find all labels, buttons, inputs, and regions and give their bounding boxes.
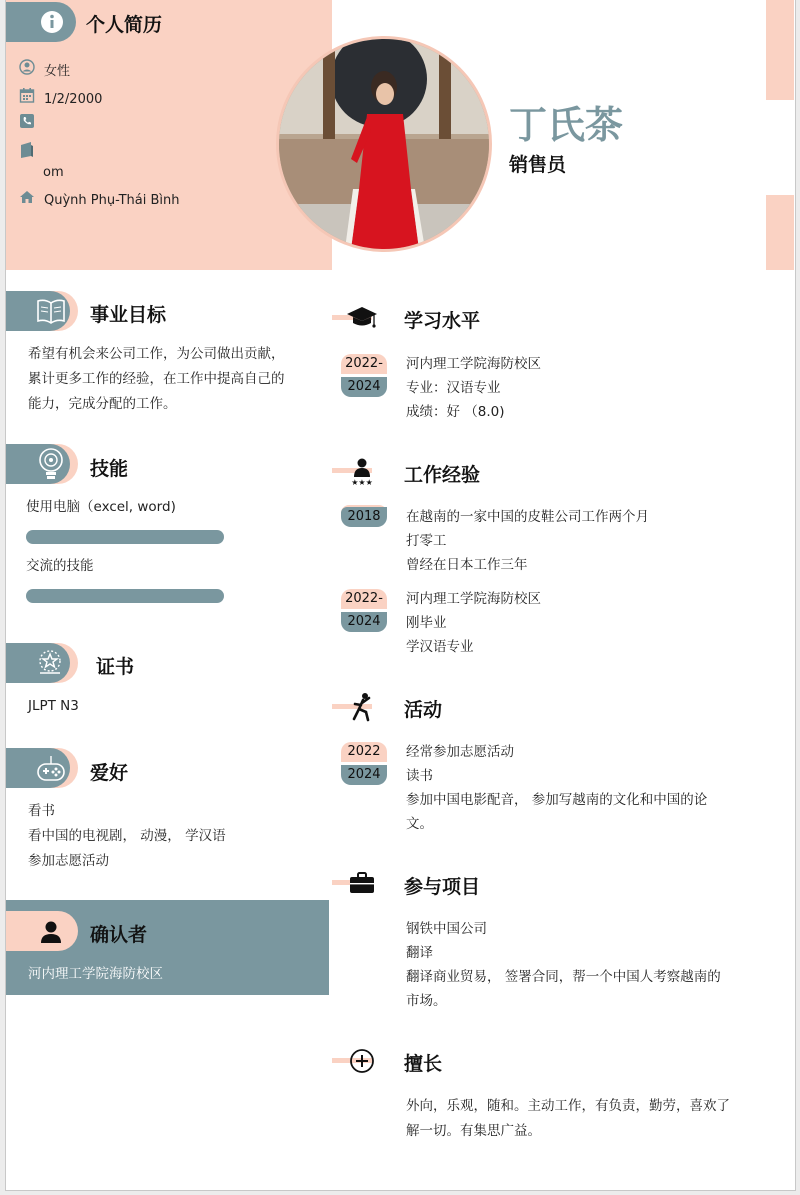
address-row xyxy=(18,190,180,208)
work-section-title: 工作经验 xyxy=(404,464,481,486)
work-line: 曾经在日本工作三年 xyxy=(406,557,528,573)
work-line: 在越南的一家中国的皮鞋公司工作两个月 xyxy=(406,509,649,525)
work-line: 学汉语专业 xyxy=(406,639,474,655)
project-section-title: 参与项目 xyxy=(404,876,481,898)
work-icon-block xyxy=(332,456,388,486)
confirmer-name: 河内理工学院海防校区 xyxy=(28,966,163,982)
graduation-cap-icon xyxy=(346,303,378,333)
strength-icon-block xyxy=(332,1046,388,1076)
lightbulb-icon xyxy=(37,447,65,481)
home-icon xyxy=(18,190,36,208)
work-line: 打零工 xyxy=(406,533,447,549)
work-year-1: 2018 xyxy=(341,507,387,527)
briefcase-icon xyxy=(346,868,378,898)
skill-label-computer: 使用电脑（excel, word) xyxy=(26,499,176,515)
profile-section-title: 个人简历 xyxy=(86,14,163,36)
user-icon xyxy=(18,59,36,79)
header-accent-bottom xyxy=(766,195,794,270)
work-details-1 xyxy=(406,505,649,577)
skills-section-title: 技能 xyxy=(90,458,129,480)
strength-section-title: 擅长 xyxy=(404,1053,443,1075)
hobby-section-pill xyxy=(6,748,70,788)
skills-section-pill xyxy=(6,444,70,484)
work-year-start-2: 2022- xyxy=(341,589,387,609)
cert-section-title: 证书 xyxy=(96,656,135,678)
education-year-start: 2022- xyxy=(341,354,387,374)
gender-row xyxy=(18,59,70,79)
work-year-end-2: 2024 xyxy=(341,612,387,632)
activity-line: 读书 xyxy=(406,768,433,784)
profile-photo xyxy=(276,36,492,252)
goal-section-pill xyxy=(6,291,70,331)
goal-section-title: 事业目标 xyxy=(90,304,167,326)
gender-value: 女性 xyxy=(44,64,71,79)
activity-details xyxy=(406,740,707,836)
strength-line: 外向，乐观，随和。主动工作，有负责，勤劳，喜欢了 xyxy=(406,1098,730,1114)
gamepad-icon xyxy=(35,752,67,784)
plus-circle-icon xyxy=(346,1046,378,1076)
skill-bar-computer xyxy=(26,530,224,544)
hobby-item: 参加志愿活动 xyxy=(28,853,109,869)
project-line: 翻译商业贸易， 签署合同，帮一个中国人考察越南的 xyxy=(406,969,721,985)
education-line: 河内理工学院海防校区 xyxy=(406,356,541,372)
activity-year-start: 2022 xyxy=(341,742,387,762)
education-year-end: 2024 xyxy=(341,377,387,397)
cert-section-pill xyxy=(6,643,70,683)
education-section-title: 学习水平 xyxy=(404,310,481,332)
hobby-item: 看中国的电视剧， 动漫， 学汉语 xyxy=(28,828,226,844)
education-details xyxy=(406,352,541,424)
calendar-icon xyxy=(18,87,36,107)
svg-text:★★★: ★★★ xyxy=(351,478,373,486)
worker-stars-icon xyxy=(346,456,378,486)
project-line: 翻译 xyxy=(406,945,433,961)
project-line: 钢铁中国公司 xyxy=(406,921,487,937)
book-icon xyxy=(36,297,66,325)
work-line: 刚毕业 xyxy=(406,615,447,631)
activity-year-end: 2024 xyxy=(341,765,387,785)
activity-line: 经常参加志愿活动 xyxy=(406,744,514,760)
resume-page xyxy=(5,0,796,1191)
strength-details xyxy=(406,1094,730,1144)
strength-line: 解一切。有集思广益。 xyxy=(406,1123,541,1139)
work-line: 河内理工学院海防校区 xyxy=(406,591,541,607)
goal-line: 累计更多工作的经验，在工作中提高自己的 xyxy=(28,371,285,387)
skill-bar-communication xyxy=(26,589,224,603)
work-details-2 xyxy=(406,587,541,659)
candidate-name: 丁氏茶 xyxy=(509,103,624,147)
award-star-icon xyxy=(34,647,66,679)
activity-section-title: 活动 xyxy=(404,699,443,721)
education-line: 成绩：好 （8.0) xyxy=(406,404,505,420)
person-icon xyxy=(39,920,63,944)
confirmer-section-title: 确认者 xyxy=(90,924,148,946)
project-icon-block xyxy=(332,868,388,898)
runner-icon xyxy=(346,692,378,722)
confirmer-pill xyxy=(6,911,78,951)
project-details xyxy=(406,917,721,1013)
activity-line: 参加中国电影配音， 参加写越南的文化和中国的论 xyxy=(406,792,708,808)
cert-item: JLPT N3 xyxy=(28,698,79,714)
education-icon-block xyxy=(332,303,388,333)
email-icon xyxy=(18,141,36,163)
activity-line: 文。 xyxy=(406,816,433,832)
phone-icon xyxy=(18,113,36,133)
address-value: Quỳnh Phụ-Thái Bình xyxy=(44,193,180,208)
profile-section-pill xyxy=(6,2,76,42)
email-row xyxy=(18,141,44,163)
activity-icon-block xyxy=(332,692,388,722)
hobby-section-title: 爱好 xyxy=(90,762,129,784)
header-accent-top xyxy=(766,0,794,100)
hobby-list xyxy=(28,799,226,874)
job-title: 销售员 xyxy=(509,154,567,176)
hobby-item: 看书 xyxy=(28,803,55,819)
project-line: 市场。 xyxy=(406,993,447,1009)
phone-row xyxy=(18,113,44,133)
goal-text xyxy=(28,342,318,417)
email-value: om xyxy=(43,165,64,180)
education-line: 专业：汉语专业 xyxy=(406,380,501,396)
goal-line: 希望有机会来公司工作，为公司做出贡献， xyxy=(28,346,285,362)
birthday-row xyxy=(18,87,102,107)
birthday-value: 1/2/2000 xyxy=(44,92,103,107)
goal-line: 能力，完成分配的工作。 xyxy=(28,396,177,412)
skill-label-communication: 交流的技能 xyxy=(26,558,94,574)
info-icon xyxy=(40,10,64,34)
